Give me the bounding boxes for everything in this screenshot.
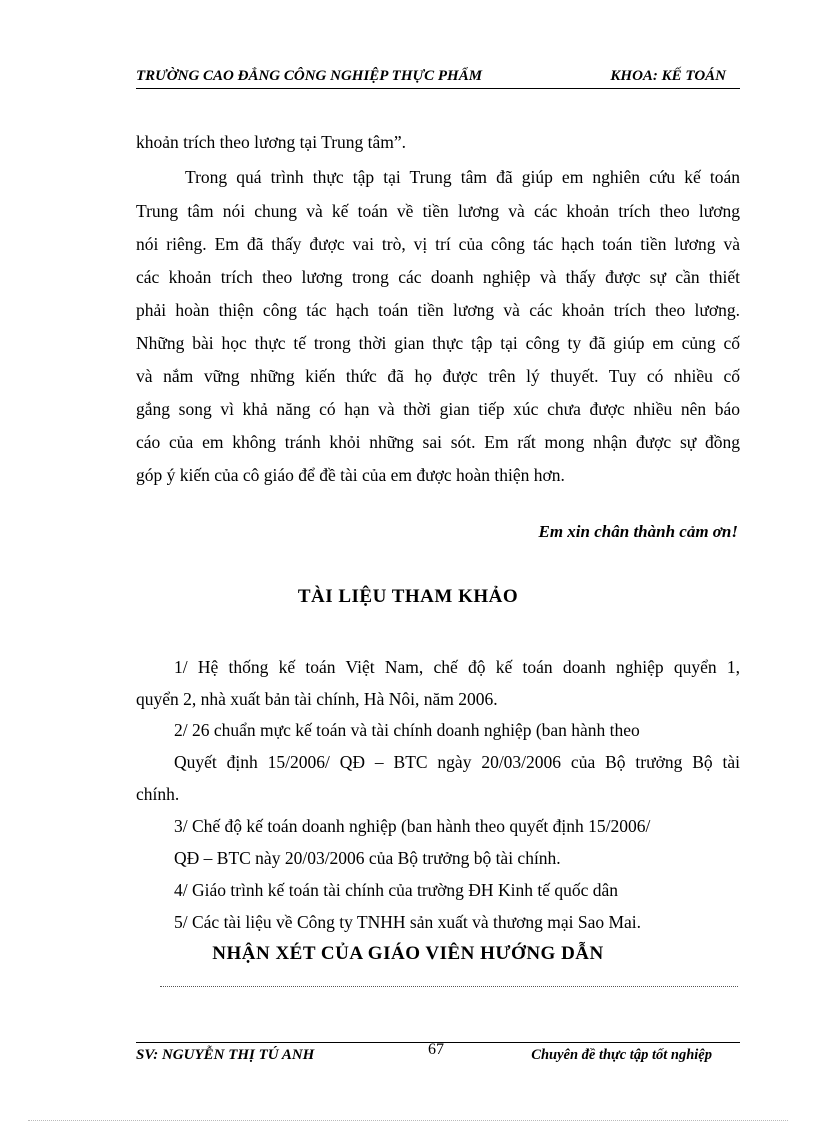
dotted-line [160, 986, 738, 987]
body-line-intro: khoản trích theo lương tại Trung tâm”. [136, 132, 407, 152]
reference-item: chính. [136, 784, 180, 804]
paragraph-line: nói riêng. Em đã thấy được vai trò, vị trí của công tác hạch toán tiền lương và [136, 234, 740, 254]
reference-item: 1/ Hệ thống kế toán Việt Nam, chế độ kế toán doanh nghiệp quyển 1, [174, 657, 740, 677]
thesis-label: Chuyên đề thực tập tốt nghiệp [531, 1047, 712, 1063]
paragraph-line: Trong quá trình thực tập tại Trung tâm đã giúp em nghiên cứu kế toán [185, 167, 740, 187]
paragraph-line: Trung tâm nói chung và kế toán về tiền lương và các khoản trích theo lương [136, 201, 740, 221]
school-name: TRƯỜNG CAO ĐẲNG CÔNG NGHIỆP THỰC PHẨM [136, 68, 483, 84]
reference-item: QĐ – BTC này 20/03/2006 của Bộ trưởng bộ tài chính. [174, 848, 561, 868]
paragraph-line: phải hoàn thiện công tác hạch toán tiền lương và các khoản trích theo lương. [136, 300, 740, 320]
reference-item: 4/ Giáo trình kế toán tài chính của trường ĐH Kinh tế quốc dân [174, 880, 618, 900]
paragraph-line: cáo của em không tránh khỏi những sai sót. Em rất mong nhận được sự đồng [136, 432, 740, 452]
reference-item: 3/ Chế độ kế toán doanh nghiệp (ban hành theo quyết định 15/2006/ [174, 816, 651, 836]
faculty-name: KHOA: KẾ TOÁN [610, 68, 726, 84]
review-title: NHẬN XÉT CỦA GIÁO VIÊN HƯỚNG DẪN [212, 943, 604, 964]
reference-item: Quyết định 15/2006/ QĐ – BTC ngày 20/03/2006 của Bộ trưởng Bộ tài [174, 752, 740, 772]
reference-item: 5/ Các tài liệu về Công ty TNHH sản xuất và thương mại Sao Mai. [174, 912, 642, 932]
paragraph-line: góp ý kiến của cô giáo để đề tài của em được hoàn thiện hơn. [136, 465, 565, 485]
paragraph-line: và nắm vững những kiến thức đã họ được trên lý thuyết. Tuy có nhiều cố [136, 366, 740, 386]
references-title: TÀI LIỆU THAM KHẢO [297, 586, 519, 607]
thanks-line: Em xin chân thành cảm ơn! [538, 522, 738, 541]
reference-item: quyển 2, nhà xuất bản tài chính, Hà Nôi, năm 2006. [136, 689, 498, 709]
page-border [28, 1120, 788, 1121]
paragraph-line: gắng song vì khả năng có hạn và thời gian tiếp xúc chưa được nhiều nên báo [136, 399, 740, 419]
paragraph-line: các khoản trích theo lương trong các doanh nghiệp và thấy được sự cần thiết [136, 267, 740, 287]
page-header [136, 66, 740, 89]
reference-item: 2/ 26 chuẩn mực kế toán và tài chính doanh nghiệp (ban hành theo [174, 720, 640, 740]
page-number: 67 [428, 1041, 444, 1058]
paragraph-line: Những bài học thực tế trong thời gian thực tập tại công ty đã giúp em củng cố [136, 333, 740, 353]
page-footer [136, 1042, 740, 1065]
student-name: SV: NGUYỄN THỊ TÚ ANH [136, 1047, 315, 1063]
